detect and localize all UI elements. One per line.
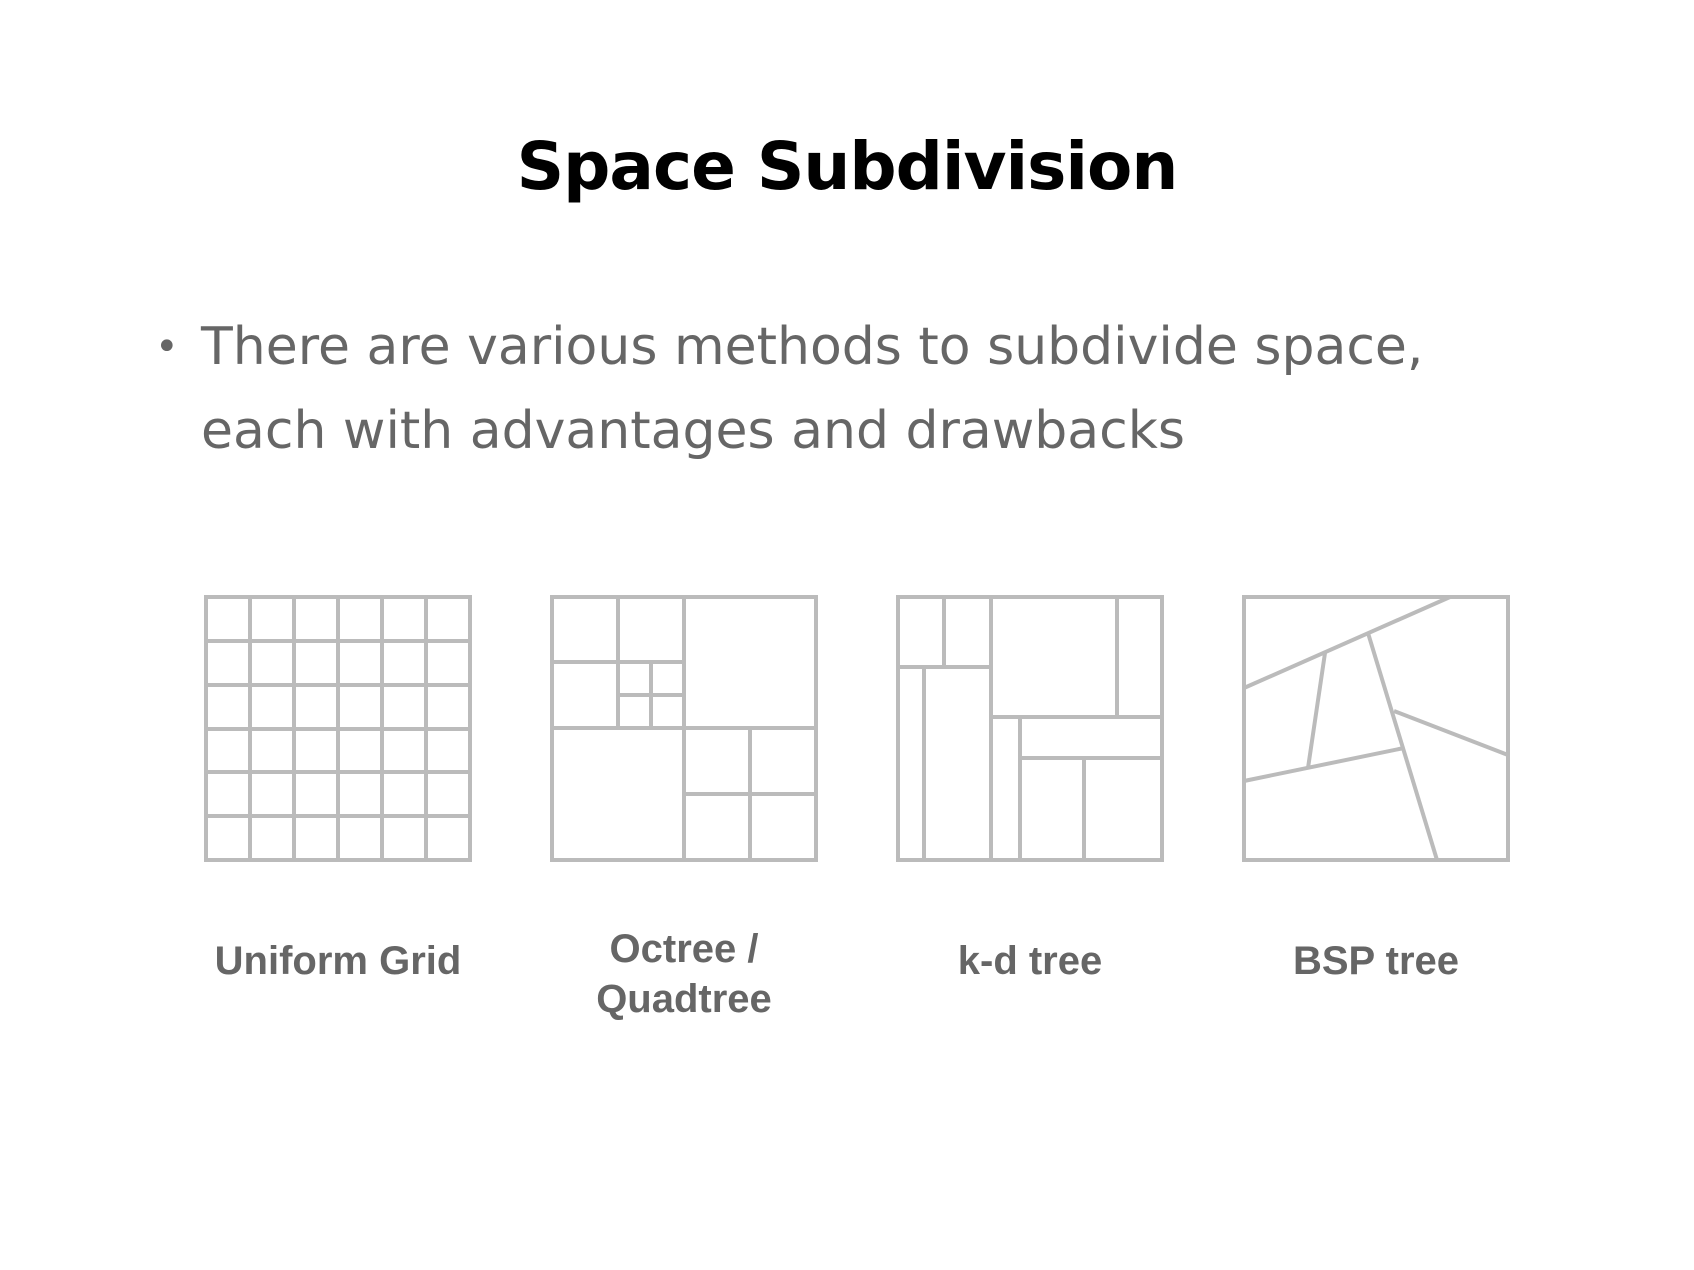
bullet-dot-icon: •	[155, 324, 179, 370]
caption-line: Quadtree	[596, 977, 772, 1021]
uniform-grid-diagram	[206, 597, 470, 860]
slide-title: Space Subdivision	[516, 128, 1178, 205]
bullet-list	[155, 305, 1555, 473]
caption-line: k-d tree	[957, 939, 1103, 983]
bsp-tree-diagram	[1244, 597, 1508, 860]
caption-bsp-tree	[1216, 936, 1536, 986]
bullet-line-2: each with advantages and drawbacks	[201, 401, 1185, 461]
caption-octree-quadtree	[524, 924, 844, 1024]
quadtree-diagram	[552, 597, 816, 860]
caption-line: Uniform Grid	[214, 939, 462, 983]
caption-line: BSP tree	[1292, 939, 1459, 983]
caption-line: Octree /	[609, 927, 759, 971]
caption-uniform-grid	[178, 936, 498, 986]
bullet-line-1: There are various methods to subdivide space,	[201, 317, 1424, 377]
caption-kd-tree	[870, 936, 1190, 986]
bullet-item	[155, 305, 1555, 473]
kd-tree-diagram	[898, 597, 1162, 860]
